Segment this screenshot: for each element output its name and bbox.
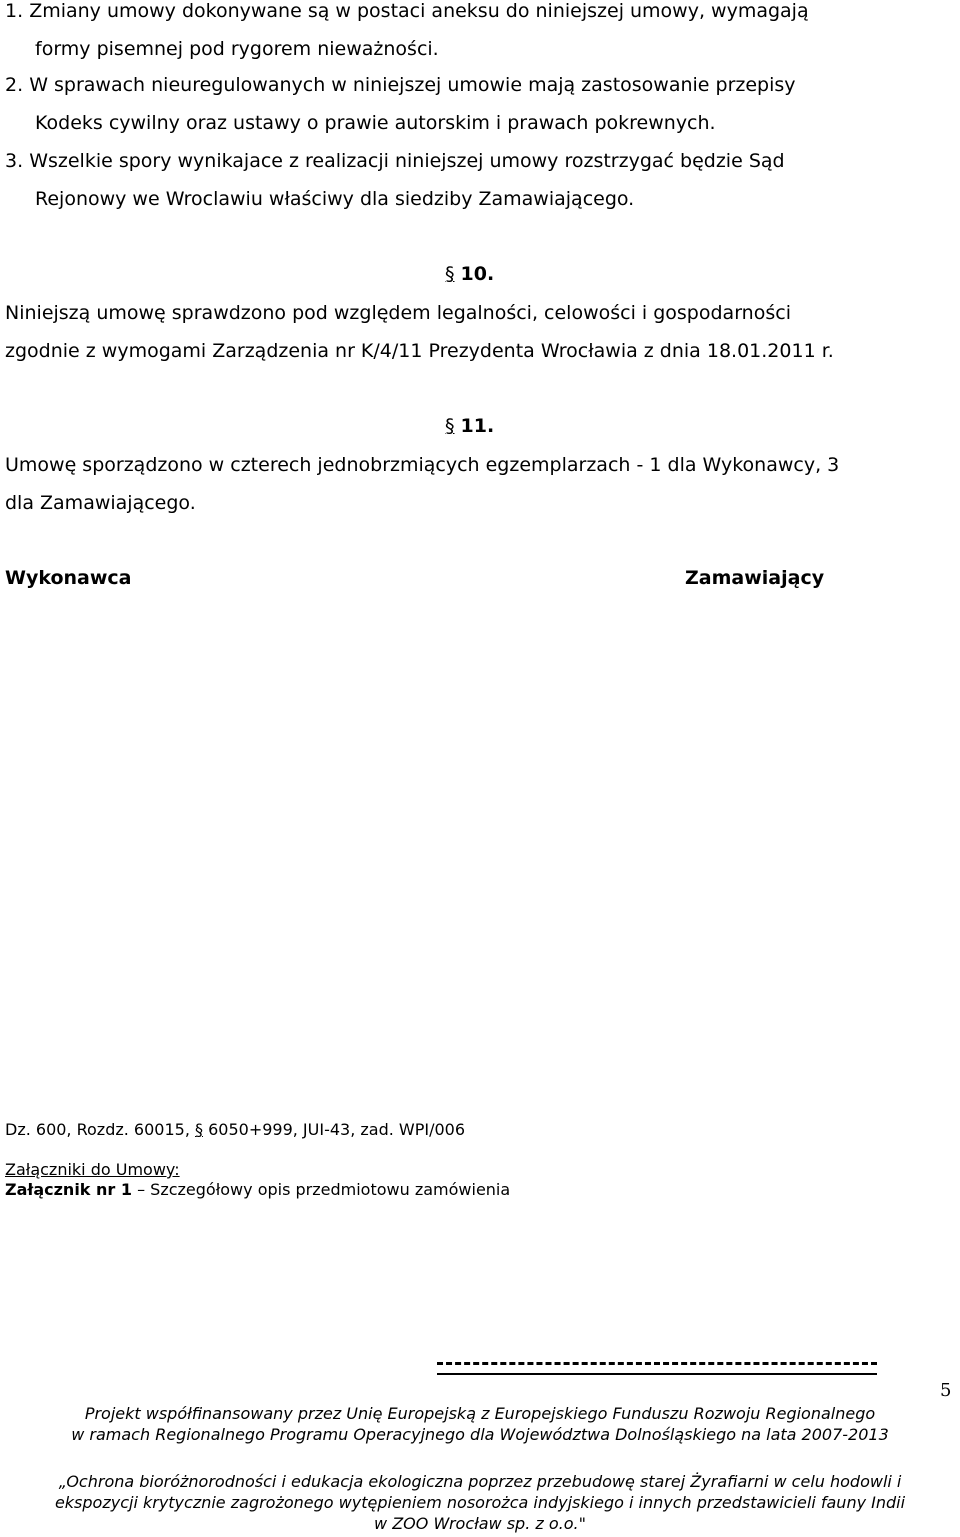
budget-classification xyxy=(5,1120,465,1140)
clause-3-label: 3. xyxy=(5,150,24,172)
attachment-label: Załącznik nr 1 xyxy=(5,1180,132,1199)
section-symbol: § xyxy=(445,263,455,285)
clause-1 xyxy=(5,0,955,68)
clause-2-line1: W sprawach nieuregulowanych w niniejszej umowie mają zastosowanie przepisy xyxy=(29,74,796,96)
attachments-heading: Załączniki do Umowy: xyxy=(5,1160,180,1179)
clause-2-label: 2. xyxy=(5,74,24,96)
attachment-item xyxy=(5,1180,510,1200)
section-11-number: 11. xyxy=(460,415,495,437)
footer-line5: w ZOO Wrocław sp. z o.o." xyxy=(374,1514,586,1533)
footer-line3: „Ochrona bioróżnorodności i edukacja ekologiczna poprzez przebudowę starej Żyrafiarni w celu hodowli i xyxy=(58,1472,902,1491)
clause-3-line2: Rejonowy we Wroclawiu właściwy dla siedziby Zamawiającego. xyxy=(35,188,635,210)
section-11-body xyxy=(5,446,955,522)
footer-solid-rule xyxy=(437,1373,877,1375)
budget-prefix: Dz. 600, Rozdz. 60015, xyxy=(5,1120,190,1139)
clause-1-line2: formy pisemnej pod rygorem nieważności. xyxy=(35,38,439,60)
clause-1-line1: Zmiany umowy dokonywane są w postaci aneksu do niniejszej umowy, wymagają xyxy=(29,0,809,22)
clause-3 xyxy=(5,142,955,218)
section-11-heading xyxy=(445,414,494,438)
footer-line1: Projekt współfinansowany przez Unię Europejską z Europejskiego Funduszu Rozwoju Regionalnego xyxy=(84,1404,876,1423)
attachment-text: – Szczegółowy opis przedmiotowu zamówienia xyxy=(137,1180,511,1199)
section-10-line1: Niniejszą umowę sprawdzono pod względem legalności, celowości i gospodarności xyxy=(5,302,791,324)
section-symbol: § xyxy=(445,415,455,437)
signature-contractor: Wykonawca xyxy=(5,567,132,589)
footer-line4: ekspozycji krytycznie zagrożonego wytępieniem nosorożca indyjskiego i innych przedstawicieli fauny Indii xyxy=(54,1493,906,1512)
page-number: 5 xyxy=(940,1380,952,1401)
clause-2-line2: Kodeks cywilny oraz ustawy o prawie autorskim i prawach pokrewnych. xyxy=(35,112,716,134)
clause-3-line1: Wszelkie spory wynikajace z realizacji niniejszej umowy rozstrzygać będzie Sąd xyxy=(29,150,785,172)
section-10-body xyxy=(5,294,955,370)
section-11-line2: dla Zamawiającego. xyxy=(5,492,196,514)
section-10-line2: zgodnie z wymogami Zarządzenia nr K/4/11 Prezydenta Wrocławia z dnia 18.01.2011 r. xyxy=(5,340,834,362)
signature-client: Zamawiający xyxy=(685,567,825,589)
footer-line2: w ramach Regionalnego Programu Operacyjnego dla Województwa Dolnośląskiego na lata 2007-2013 xyxy=(71,1425,889,1444)
section-10-heading xyxy=(445,262,494,286)
clause-2 xyxy=(5,66,955,142)
section-11-line1: Umowę sporządzono w czterech jednobrzmiących egzemplarzach - 1 dla Wykonawcy, 3 xyxy=(5,454,840,476)
section-10-number: 10. xyxy=(460,263,495,285)
footer-dashed-rule xyxy=(437,1362,877,1365)
budget-suffix: 6050+999, JUI-43, zad. WPI/006 xyxy=(208,1120,466,1139)
section-symbol: § xyxy=(195,1120,203,1139)
clause-1-label: 1. xyxy=(5,0,24,22)
